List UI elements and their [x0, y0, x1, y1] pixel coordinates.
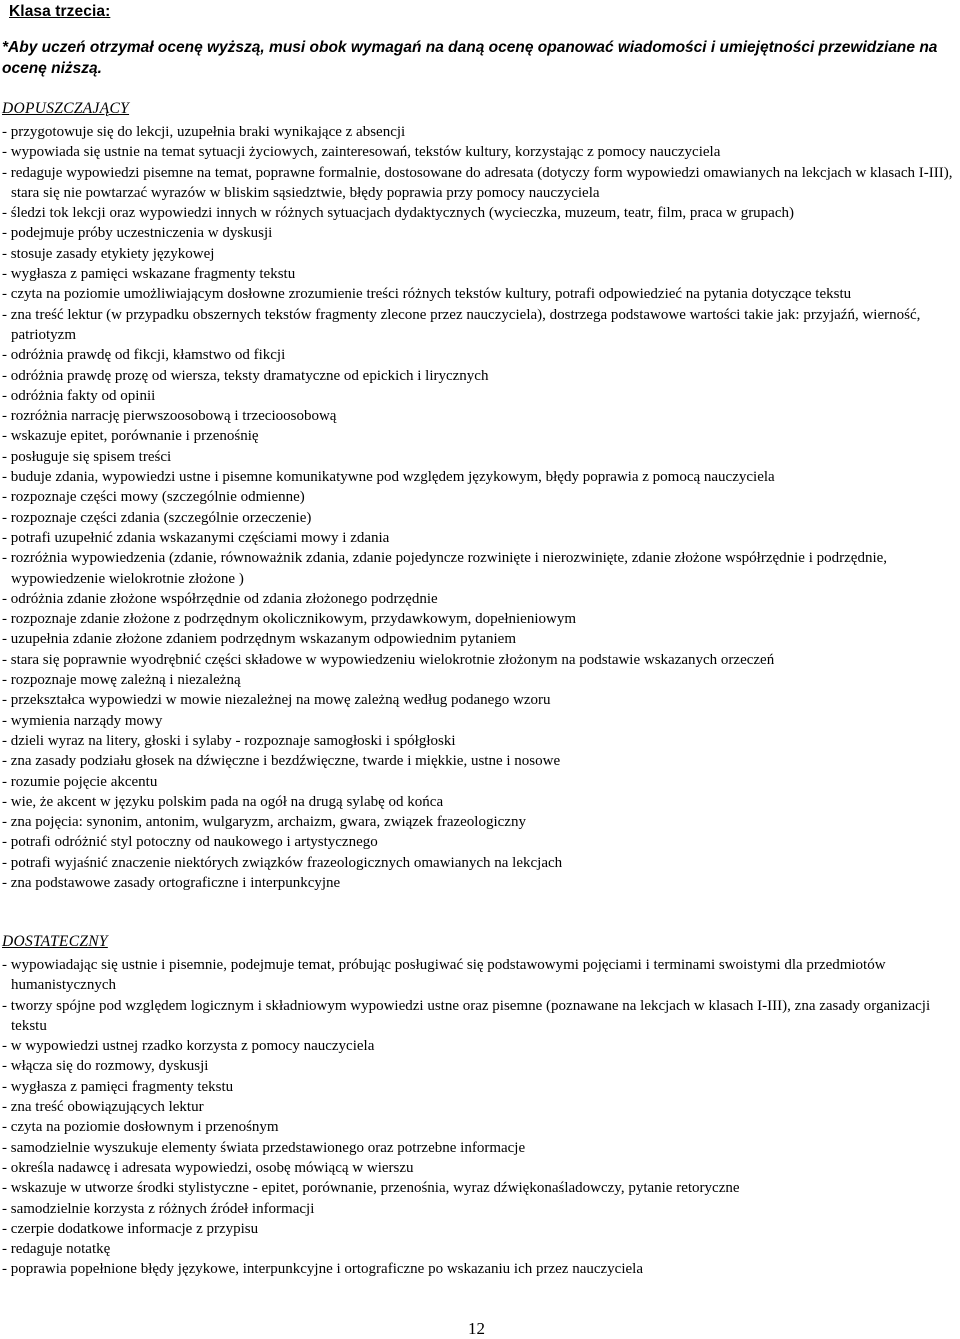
list-item: - zna zasady podziału głosek na dźwięczne i bezdźwięczne, twarde i miękkie, ustne i nosowe [2, 753, 561, 770]
list-item: - wskazuje w utworze środki stylistyczne - epitet, porównanie, przenośnia, wyraz dźwiękonaśladowczy, pytanie retoryczne [2, 1180, 740, 1197]
list-item: - wskazuje epitet, porównanie i przenośnię [2, 428, 259, 445]
list-item: - rozpoznaje mowę zależną i niezależną [2, 672, 241, 689]
list-item: - wygłasza z pamięci wskazane fragmenty tekstu [2, 266, 296, 283]
class-heading: Klasa trzecia: [9, 3, 111, 20]
list-item: - wypowiada się ustnie na temat sytuacji życiowych, zainteresowań, tekstów kultury, korzystając z pomocy nauczyciela [2, 144, 721, 161]
list-item: - zna podstawowe zasady ortograficzne i interpunkcyjne [2, 874, 341, 891]
list-item: - podejmuje próby uczestniczenia w dyskusji [2, 225, 273, 242]
list-item: - śledzi tok lekcji oraz wypowiedzi innych w różnych sytuacjach dydaktycznych (wycieczka, muzeum, teatr, film, praca w grupach) [2, 205, 794, 222]
list-item: - przygotowuje się do lekcji, uzupełnia braki wynikające z absencji [2, 124, 406, 140]
list-item: - buduje zdania, wypowiedzi ustne i pisemne komunikatywne pod względem językowym, błędy poprawia z pomocą nauczyciela [2, 469, 775, 486]
list-item: - redaguje notatkę [2, 1241, 111, 1258]
list-item: - stosuje zasady etykiety językowej [2, 245, 215, 262]
list-item: - rozumie pojęcie akcentu [2, 773, 158, 790]
list-item: - określa nadawcę i adresata wypowiedzi, osobę mówiącą w wierszu [2, 1159, 414, 1176]
list-item: - włącza się do rozmowy, dyskusji [2, 1058, 209, 1075]
list-item: - przekształca wypowiedzi w mowie niezależnej na mowę zależną według podanego wzoru [2, 692, 551, 709]
list-item: - redaguje wypowiedzi pisemne na temat, poprawne formalnie, dostosowane do adresata (dotyczy form wypowiedzi omawianych na lekcjach w klasach I-III), stara się nie powtarzać wyrazów w bliskim sąsiedztwie, błędy poprawia przy pomocy nauczyciela [2, 164, 953, 201]
list-item: - dzieli wyraz na litery, głoski i sylaby - rozpoznaje samogłoski i spółgłoski [2, 732, 456, 749]
list-item: - odróżnia fakty od opinii [2, 387, 156, 404]
list-item: - wypowiadając się ustnie i pisemnie, podejmuje temat, próbując posługiwać się podstawowymi pojęciami i terminami swoistymi dla przedmiotów humanistycznych [2, 957, 886, 994]
list-item: - wymienia narządy mowy [2, 712, 163, 729]
page-number: 12 [468, 1319, 485, 1338]
section-title-dostateczny: DOSTATECZNY [2, 933, 108, 950]
list-item: - odróżnia zdanie złożone współrzędnie od zdania złożonego podrzędnie [2, 590, 438, 607]
list-item: - zna treść lektur (w przypadku obszernych tekstów fragmenty zlecone przez nauczyciela), dostrzega podstawowe wartości takie jak: przyjaźń, wierność, patriotyzm [2, 306, 921, 343]
list-item: - czyta na poziomie umożliwiającym dosłowne zrozumienie treści różnych tekstów kultury, potrafi odpowiedzieć na pytania dotyczące tekstu [2, 286, 852, 303]
list-item: - zna treść obowiązujących lektur [2, 1099, 204, 1116]
list-item: - potrafi uzupełnić zdania wskazanymi częściami mowy i zdania [2, 529, 390, 546]
list-item: - potrafi odróżnić styl potoczny od naukowego i artystycznego [2, 834, 378, 851]
requirements-list-dopuszczajacy [2, 122, 959, 893]
list-item: - samodzielnie korzysta z różnych źródeł informacji [2, 1200, 315, 1217]
list-item: - poprawia popełnione błędy językowe, interpunkcyjne i ortograficzne po wskazaniu ich przez nauczyciela [2, 1261, 643, 1278]
list-item: - rozpoznaje części mowy (szczególnie odmienne) [2, 489, 305, 506]
list-item: - rozpoznaje zdanie złożone z podrzędnym okolicznikowym, przydawkowym, dopełnieniowym [2, 611, 576, 628]
list-item: - w wypowiedzi ustnej rzadko korzysta z pomocy nauczyciela [2, 1038, 375, 1055]
list-item: - rozpoznaje części zdania (szczególnie orzeczenie) [2, 509, 312, 526]
list-item: - potrafi wyjaśnić znaczenie niektórych związków frazeologicznych omawianych na lekcjach [2, 854, 563, 871]
section-title-dopuszczajacy: DOPUSZCZAJĄCY [2, 100, 130, 117]
list-item: - czerpie dodatkowe informacje z przypisu [2, 1220, 259, 1237]
list-item: - rozróżnia wypowiedzenia (zdanie, równoważnik zdania, zdanie pojedyncze rozwinięte i nierozwinięte, zdanie złożone współrzędnie i podrzędnie, wypowiedzenie wielokrotnie złożone ) [2, 550, 888, 587]
list-item: - stara się poprawnie wyodrębnić części składowe w wypowiedzeniu wielokrotnie złożonym na podstawie wskazanych orzeczeń [2, 651, 775, 668]
requirements-list-dostateczny [2, 955, 959, 1280]
list-item: - wygłasza z pamięci fragmenty tekstu [2, 1078, 234, 1095]
list-item: - zna pojęcia: synonim, antonim, wulgaryzm, archaizm, gwara, związek frazeologiczny [2, 814, 526, 831]
list-item: - wie, że akcent w języku polskim pada na ogół na drugą sylabę od końca [2, 793, 444, 810]
list-item: - rozróżnia narrację pierwszoosobową i trzecioosobową [2, 408, 337, 425]
list-item: - odróżnia prawdę prozę od wiersza, teksty dramatyczne od epickich i lirycznych [2, 367, 489, 384]
grading-note: *Aby uczeń otrzymał ocenę wyższą, musi obok wymagań na daną ocenę opanować wiadomości i umiejętności przewidziane na ocenę niższą. [2, 39, 938, 77]
list-item: - uzupełnia zdanie złożone zdaniem podrzędnym wskazanym odpowiednim pytaniem [2, 631, 516, 648]
list-item: - odróżnia prawdę od fikcji, kłamstwo od fikcji [2, 347, 286, 364]
list-item: - czyta na poziomie dosłownym i przenośnym [2, 1119, 279, 1136]
list-item: - posługuje się spisem treści [2, 448, 172, 465]
list-item: - samodzielnie wyszukuje elementy świata przedstawionego oraz potrzebne informacje [2, 1139, 526, 1156]
list-item: - tworzy spójne pod względem logicznym i składniowym wypowiedzi ustne oraz pisemne (poznawane na lekcjach w klasach I-III), zna zasady organizacji tekstu [2, 997, 931, 1034]
